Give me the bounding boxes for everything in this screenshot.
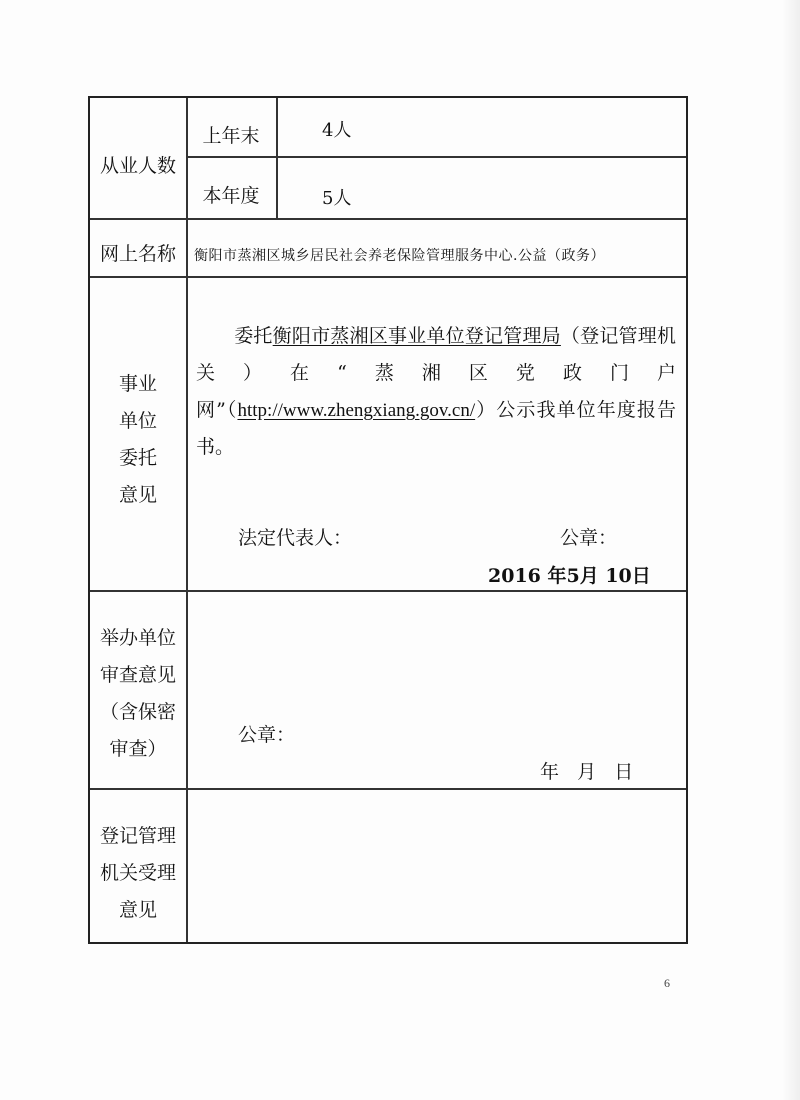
entrust-label-line: 事业 [118, 373, 157, 395]
registry-label-line: 意见 [118, 899, 157, 921]
entrust-statement [196, 318, 676, 466]
legal-representative-label: 法定代表人： [238, 527, 353, 549]
entrust-mid: （登记管理机关）在“蒸湘区党政门户网”（ [196, 325, 676, 421]
row-divider-2 [90, 276, 686, 278]
scan-edge-shadow [782, 0, 800, 1100]
online-name-label: 网上名称 [99, 243, 176, 265]
sponsor-label-line: 举办单位 [99, 627, 176, 649]
row-divider-4 [90, 788, 686, 790]
sponsor-label-line: （含保密 [99, 701, 176, 723]
prev-year-label: 上年末 [202, 125, 260, 147]
entrust-label [90, 366, 186, 514]
prev-year-value: 4人 [322, 120, 352, 141]
registry-label-line: 登记管理 [99, 825, 176, 847]
entrust-suffix: ）公示我单位年度报告书。 [196, 399, 676, 458]
sponsor-date: 年 月 日 [540, 761, 634, 783]
staff-subcolumn-divider [276, 98, 278, 218]
sponsor-seal-label: 公章： [238, 724, 296, 746]
registry-acceptance-label [88, 818, 188, 929]
entrust-seal-label: 公章： [560, 527, 618, 549]
this-year-label: 本年度 [202, 185, 260, 207]
report-form-table [88, 96, 688, 944]
this-year-value: 5人 [322, 188, 352, 209]
row-divider-1 [90, 218, 686, 220]
sponsor-review-label [88, 620, 188, 768]
page-number: 6 [664, 976, 670, 990]
registry-label-line: 机关受理 [99, 862, 176, 884]
row-divider-3 [90, 590, 686, 592]
entrust-date: 2016 年5月 10日 [488, 565, 651, 587]
entrust-prefix: 委托 [234, 325, 273, 347]
sponsor-label-line: 审查意见 [99, 664, 176, 686]
column-divider [186, 98, 188, 942]
registration-authority: 衡阳市蒸湘区事业单位登记管理局 [272, 325, 561, 347]
staff-inner-divider [186, 156, 686, 158]
sponsor-label-line: 审查） [109, 738, 167, 760]
entrust-label-line: 意见 [118, 484, 157, 506]
online-name-value: 衡阳市蒸湘区城乡居民社会养老保险管理服务中心.公益（政务） [194, 248, 605, 264]
entrust-label-line: 委托 [118, 447, 157, 469]
staff-count-label: 从业人数 [99, 155, 176, 177]
entrust-label-line: 单位 [118, 410, 157, 432]
portal-url-link[interactable]: http://www.zhengxiang.gov.cn/ [237, 400, 476, 421]
